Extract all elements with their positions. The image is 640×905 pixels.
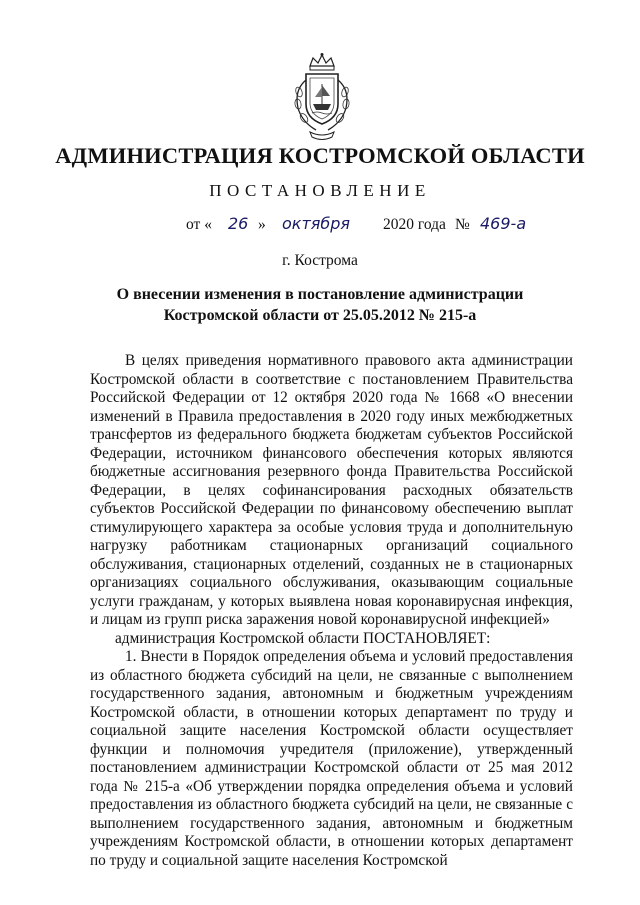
preamble-paragraph: В целях приведения нормативного правового акта администрации Костромской области в соответствие с постановлением Правительства Российской Федерации от 12 октября 2020 года № 1668 «О внесении изменений в Правила предоставления в 2020 году иных межбюджетных трансфертов из федерального бюджета бюджетам субъектов Российской Федерации, источником финансового обеспечения которых являются бюджетные ассигнования резервного фонда Правительства Российской Федерации, в целях софинансирования расходных обязательств субъектов Российской Федерации по финансовому обеспечению выплат стимулирующего характера за особые условия труда и дополнительную нагрузку работникам стационарных организаций социального обслуживания, стационарных отделений, созданных не в стационарных организациях социального обслуживания, оказывающим социальные услуги гражданам, у которых выявлена новая коронавирусная инфекция, и лицам из групп риска заражения новой коронавирусной инфекцией» xyxy=(90,352,573,628)
coat-of-arms-emblem xyxy=(286,52,358,144)
document-type: ПОСТАНОВЛЕНИЕ xyxy=(209,181,431,200)
date-quote-close: » xyxy=(258,216,266,233)
city-name: г. Кострома xyxy=(282,252,358,269)
decree-line: администрация Костромской области ПОСТАНОВЛЯЕТ: xyxy=(115,629,491,647)
subject-line-2: Костромской области от 25.05.2012 № 215-а xyxy=(163,307,477,324)
number-label: № xyxy=(455,216,470,233)
date-prefix: от « xyxy=(186,216,212,233)
document-body xyxy=(90,352,573,870)
document-subject xyxy=(0,284,640,326)
date-month: октября xyxy=(282,214,351,233)
item-1-paragraph: 1. Внести в Порядок определения объема и условий предоставления из областного бюджета субсидий на цели, не связанные с выполнением государственного задания, автономным и бюджетным учреждениям Костромской области, в отношении которых департамент по труду и социальной защите населения Костромской области осуществляет функции и полномочия учредителя (приложение), утвержденный постановлением администрации Костромской области от 25 мая 2012 года № 215-а «Об утверждении порядка определения объема и условий предоставления из областного бюджета субсидий на цели, не связанные с выполнением государственного задания, автономным и бюджетным учреждениям Костромской области, в отношении которых департамент по труду и социальной защите населения Костромской xyxy=(90,648,573,869)
date-year: 2020 года xyxy=(383,216,446,233)
organization-title: АДМИНИСТРАЦИЯ КОСТРОМСКОЙ ОБЛАСТИ xyxy=(55,143,585,168)
subject-line-1: О внесении изменения в постановление администрации xyxy=(116,286,524,303)
date-day: 26 xyxy=(228,214,249,233)
document-number: 469-а xyxy=(480,214,527,233)
